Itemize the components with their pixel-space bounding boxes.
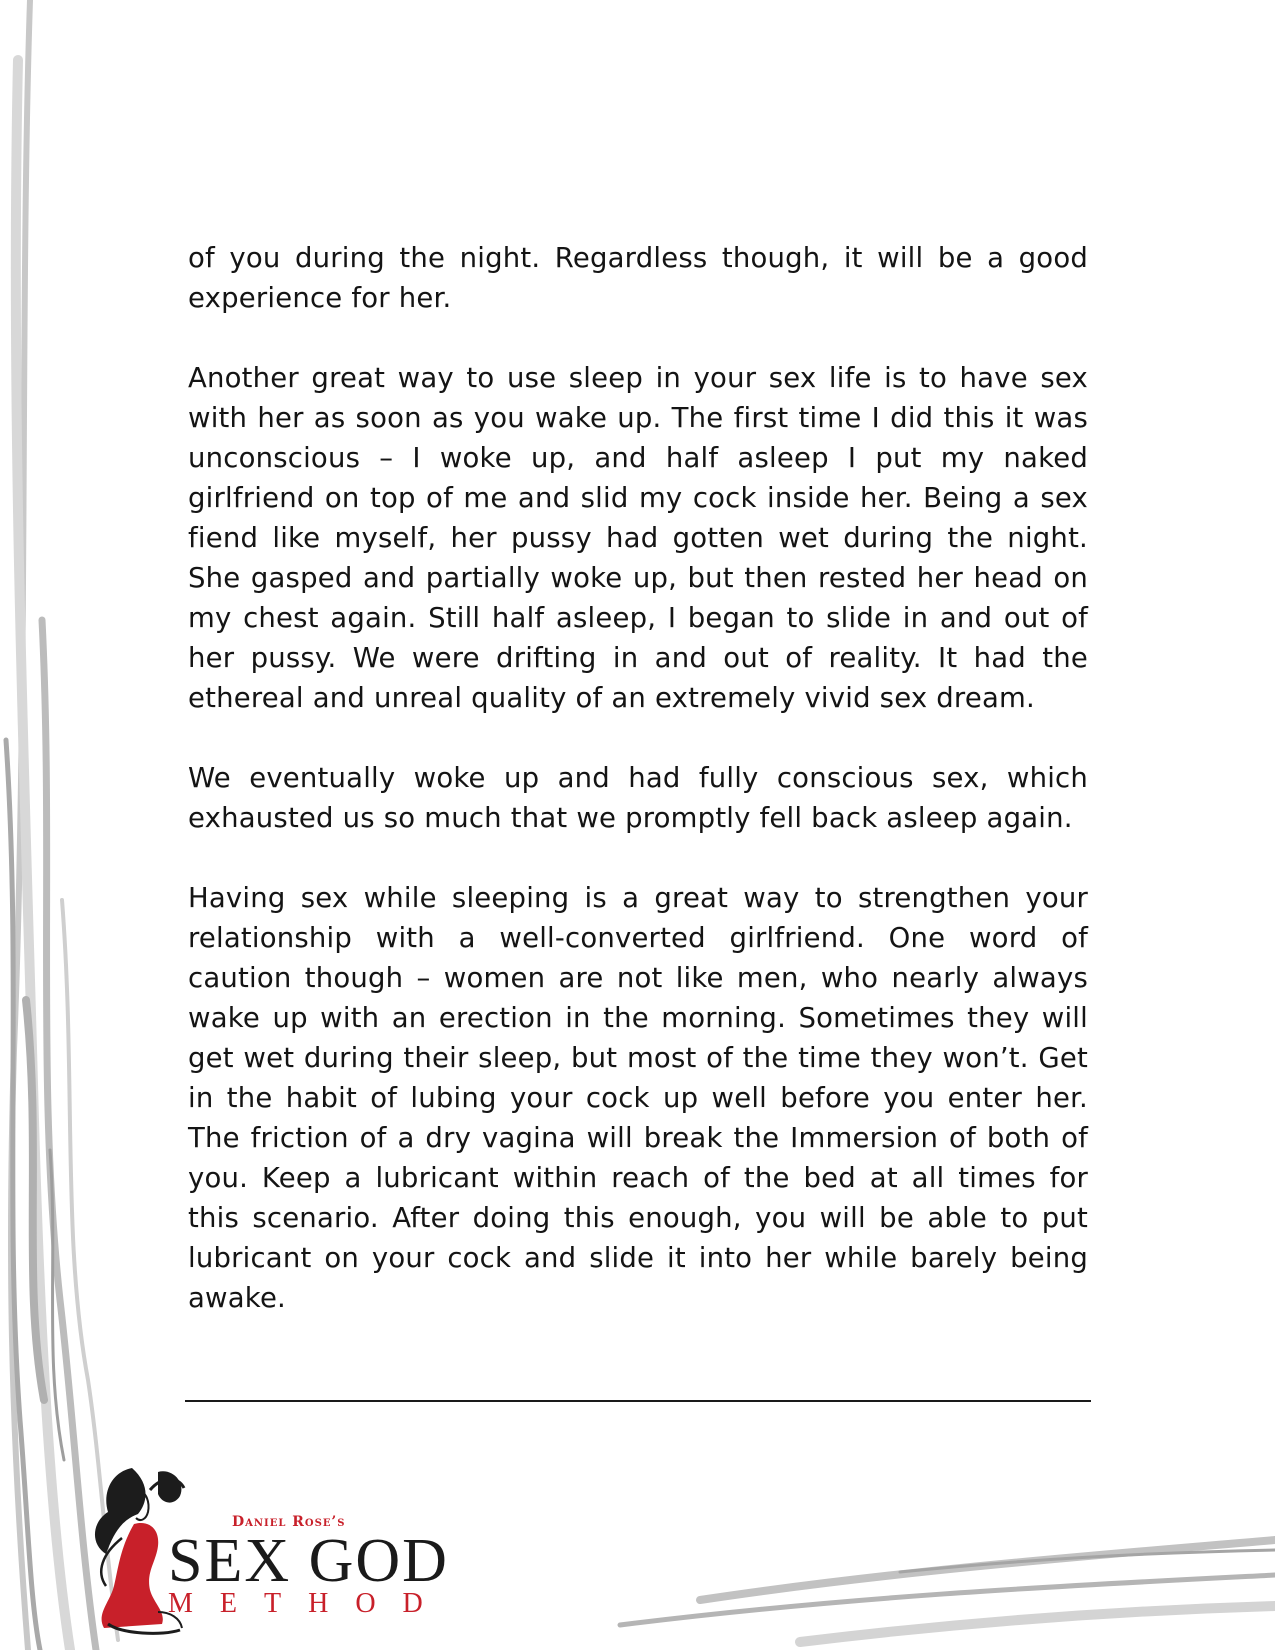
- paragraph-1: of you during the night. Regardless though, it will be a good experience for her.: [188, 242, 1088, 314]
- footer-divider: [185, 1400, 1091, 1402]
- logo-title: SEX GOD: [168, 1527, 449, 1595]
- paragraph-3: We eventually woke up and had fully conscious sex, which exhausted us so much that we promptly fell back asleep again.: [188, 762, 1088, 834]
- body-text: [188, 238, 1088, 1318]
- paragraph-2: Another great way to use sleep in your sex life is to have sex with her as soon as you wake up. The first time I did this it was unconscious – I woke up, and half asleep I put my naked girlfriend on top of me and slid my cock inside her. Being a sex fiend like myself, her pussy had gotten wet during the night. She gasped and partially woke up, but then rested her head on my chest again. Still half asleep, I began to slide in and out of her pussy. We were drifting in and out of reality. It had the ethereal and unreal quality of an extremely vivid sex dream.: [188, 362, 1088, 714]
- logo-subtitle: Daniel Rose’s: [232, 1514, 346, 1530]
- paragraph-4: Having sex while sleeping is a great way to strengthen your relationship with a well-converted girlfriend. One word of caution though – women are not like men, who nearly always wake up with an erection in the morning. Sometimes they will get wet during their sleep, but most of the time they won’t. Get in the habit of lubing your cock up well before you enter her. The friction of a dry vagina will break the Immersion of both of you. Keep a lubricant within reach of the bed at all times for this scenario. After doing this enough, you will be able to put lubricant on your cock and slide it into her while barely being awake.: [188, 882, 1088, 1314]
- logo-tagline: METHOD: [168, 1588, 450, 1619]
